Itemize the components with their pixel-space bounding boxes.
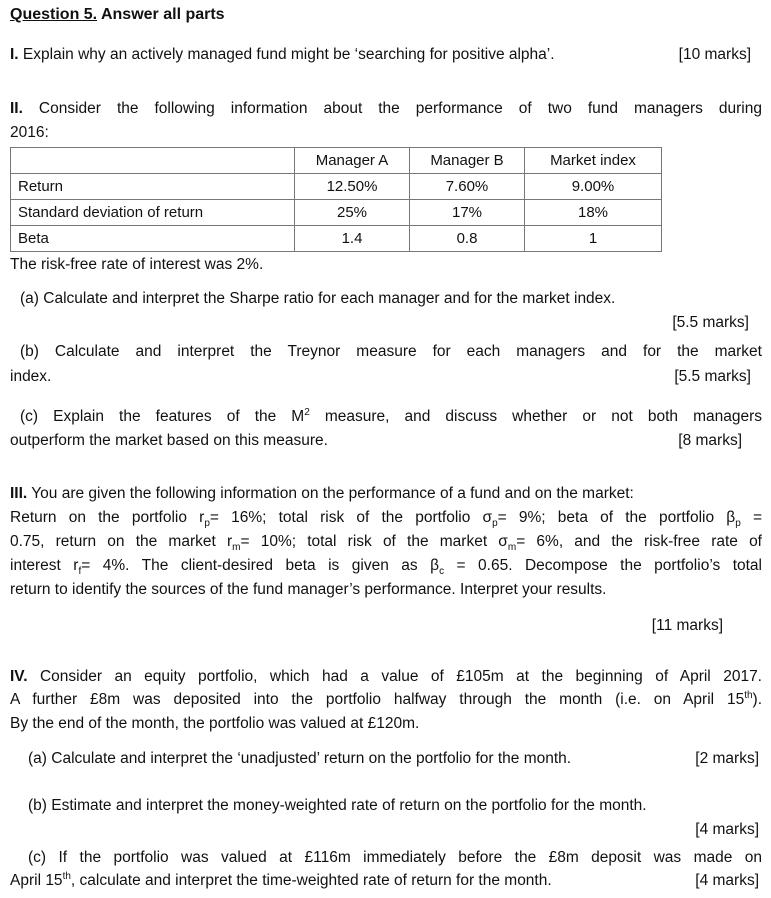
part2c-text-b: measure, and discuss whether or not both managers	[309, 408, 762, 425]
subscript: p	[492, 518, 498, 530]
cell-market: 1	[525, 226, 662, 252]
question-heading	[10, 5, 225, 25]
question-instruction: Answer all parts	[97, 6, 225, 23]
part2-number: II.	[10, 100, 23, 117]
part2a-marks: [5.5 marks]	[672, 314, 749, 331]
cell-manager-a: 12.50%	[295, 174, 410, 200]
row-label: Beta	[11, 226, 295, 252]
part4c-line2	[10, 871, 552, 891]
part3-line1	[10, 484, 634, 504]
part4-text: A further £8m was deposited into the portfolio halfway through the month (i.e. on April 15	[10, 691, 745, 708]
part4c-text: April 15	[10, 872, 63, 889]
part3-line4	[10, 556, 762, 576]
superscript: th	[744, 689, 753, 701]
part3-text: 0.75, return on the market r	[10, 533, 233, 550]
part4a-marks: [2 marks]	[695, 750, 759, 767]
subscript: p	[204, 518, 210, 530]
part3-line3	[10, 532, 762, 552]
cell-market: 9.00%	[525, 174, 662, 200]
part3-text: Return on the portfolio r	[10, 509, 205, 526]
part1-text	[10, 45, 555, 65]
part4a-question: (a) Calculate and interpret the ‘unadjusted’ return on the portfolio for the month.	[28, 750, 572, 767]
part1-question: Explain why an actively managed fund might be ‘searching for positive alpha’.	[18, 46, 555, 63]
part4-line2	[10, 690, 762, 710]
part2b-line1: (b) Calculate and interpret the Treynor measure for each managers and for the market	[20, 343, 762, 360]
part3-text: = 10%; total risk of the market σ	[240, 533, 508, 550]
cell-manager-a: 1.4	[295, 226, 410, 252]
part2a-question: (a) Calculate and interpret the Sharpe ratio for each manager and for the market index.	[20, 290, 616, 307]
table-header-empty	[11, 148, 295, 174]
subscript: m	[232, 542, 241, 554]
part2-line2: 2016:	[10, 124, 49, 141]
part3-text: interest r	[10, 557, 79, 574]
part3-intro: You are given the following information on the performance of a fund and on the market:	[27, 485, 634, 502]
part2b-line2: index.	[10, 368, 52, 385]
part1-marks: [10 marks]	[678, 46, 751, 63]
part3-text: = 4%. The client-desired beta is given as β	[81, 557, 440, 574]
performance-table	[10, 147, 662, 252]
table-header-manager-b: Manager B	[410, 148, 525, 174]
part3-line2	[10, 508, 762, 528]
cell-market: 18%	[525, 200, 662, 226]
superscript: th	[62, 870, 71, 882]
part4-line1	[10, 667, 762, 687]
subscript: m	[507, 542, 517, 554]
part3-text: = 6%, and the risk-free rate of	[516, 533, 762, 550]
part3-text: = 16%; total risk of the portfolio σ	[209, 509, 493, 526]
part3-marks: [11 marks]	[651, 617, 723, 634]
part2c-marks: [8 marks]	[678, 432, 742, 449]
part3-text: = 0.65. Decompose the portfolio’s total	[444, 557, 762, 574]
row-label: Standard deviation of return	[11, 200, 295, 226]
part4c-line1: (c) If the portfolio was valued at £116m immediately before the £8m deposit was made on	[28, 849, 762, 866]
table-header-manager-a: Manager A	[295, 148, 410, 174]
part3-line5: return to identify the sources of the fund manager’s performance. Interpret your results.	[10, 581, 607, 598]
part2c-superscript: 2	[304, 406, 310, 418]
part4-text: ).	[752, 691, 762, 708]
part2c-line2: outperform the market based on this measure.	[10, 432, 328, 449]
table-header-row	[11, 148, 662, 174]
part4b-question: (b) Estimate and interpret the money-weighted rate of return on the portfolio for the month.	[28, 797, 647, 814]
part3-text: =	[740, 509, 762, 526]
part1-number: I.	[10, 46, 19, 63]
table-row	[11, 226, 662, 252]
part3-text: = 9%; beta of the portfolio β	[497, 509, 736, 526]
subscript: f	[78, 566, 82, 578]
question-number: Question 5.	[10, 6, 98, 23]
table-row	[11, 174, 662, 200]
riskfree-note: The risk-free rate of interest was 2%.	[10, 256, 264, 273]
part2-line1	[10, 99, 762, 119]
part4-intro: Consider an equity portfolio, which had a value of £105m at the beginning of April 2017.	[27, 668, 762, 685]
subscript: p	[735, 518, 741, 530]
cell-manager-b: 17%	[410, 200, 525, 226]
part4c-marks: [4 marks]	[695, 872, 759, 889]
table-row	[11, 200, 662, 226]
cell-manager-b: 0.8	[410, 226, 525, 252]
part4b-marks: [4 marks]	[695, 821, 759, 838]
cell-manager-b: 7.60%	[410, 174, 525, 200]
part4-line3: By the end of the month, the portfolio was valued at £120m.	[10, 715, 420, 732]
part3-number: III.	[10, 485, 28, 502]
cell-manager-a: 25%	[295, 200, 410, 226]
part4-number: IV.	[10, 668, 28, 685]
row-label: Return	[11, 174, 295, 200]
part2b-marks: [5.5 marks]	[674, 368, 751, 385]
table-header-market: Market index	[525, 148, 662, 174]
part2-intro: Consider the following information about the performance of two fund managers during	[22, 100, 762, 117]
subscript: c	[439, 566, 445, 578]
part4c-text: , calculate and interpret the time-weighted rate of return for the month.	[70, 872, 552, 889]
part2c-text-a: (c) Explain the features of the M	[20, 408, 305, 425]
part2c-line1	[20, 407, 762, 427]
